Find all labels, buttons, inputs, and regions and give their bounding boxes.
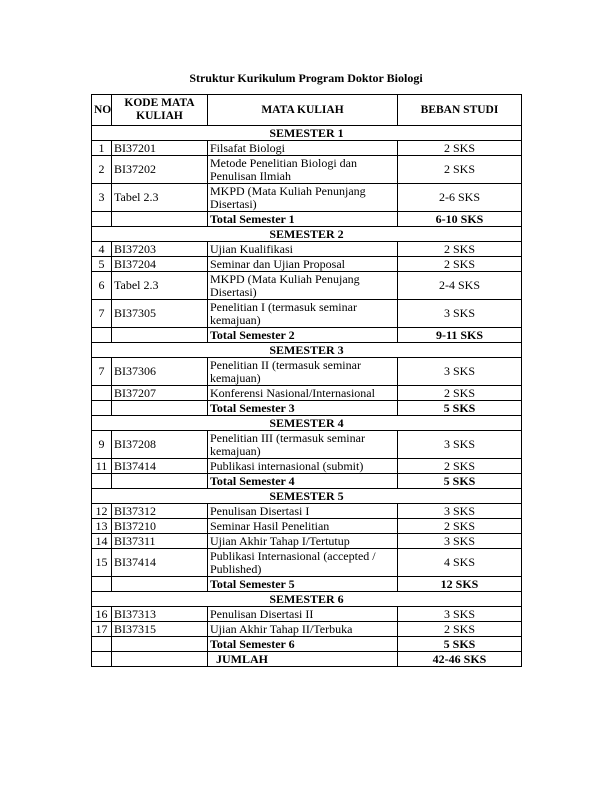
course-credits: 4 SKS	[398, 549, 522, 577]
semester-row	[92, 343, 522, 358]
table-header-row	[92, 95, 522, 126]
grand-total-row	[92, 652, 522, 667]
course-no: 4	[92, 242, 112, 257]
course-code: BI37210	[112, 519, 208, 534]
semester-total-label: Total Semester 4	[208, 474, 398, 489]
course-name: Penelitian II (termasuk seminar kemajuan)	[208, 358, 398, 386]
course-credits: 2 SKS	[398, 386, 522, 401]
table-row	[92, 431, 522, 459]
course-credits: 2 SKS	[398, 519, 522, 534]
course-no: 3	[92, 184, 112, 212]
table-row	[92, 549, 522, 577]
course-no: 15	[92, 549, 112, 577]
empty-cell	[92, 474, 112, 489]
course-name: Penelitian III (termasuk seminar kemajuan)	[208, 431, 398, 459]
semester-total-label: Total Semester 2	[208, 328, 398, 343]
table-row	[92, 272, 522, 300]
course-credits: 2 SKS	[398, 141, 522, 156]
semester-total-value: 5 SKS	[398, 637, 522, 652]
course-no: 13	[92, 519, 112, 534]
semester-label: SEMESTER 4	[92, 416, 522, 431]
table-row	[92, 534, 522, 549]
table-row	[92, 459, 522, 474]
table-row	[92, 386, 522, 401]
course-code: BI37201	[112, 141, 208, 156]
course-name: Seminar dan Ujian Proposal	[208, 257, 398, 272]
course-no: 2	[92, 156, 112, 184]
table-row	[92, 358, 522, 386]
course-no: 11	[92, 459, 112, 474]
semester-total-row	[92, 637, 522, 652]
table-row	[92, 257, 522, 272]
semester-total-label: Total Semester 5	[208, 577, 398, 592]
header-beban-studi: BEBAN STUDI	[398, 95, 522, 126]
course-code: BI37204	[112, 257, 208, 272]
empty-cell	[112, 212, 208, 227]
semester-total-value: 9-11 SKS	[398, 328, 522, 343]
empty-cell	[112, 652, 208, 667]
course-code: BI37306	[112, 358, 208, 386]
empty-cell	[112, 474, 208, 489]
curriculum-table	[91, 94, 522, 667]
course-credits: 2 SKS	[398, 459, 522, 474]
semester-total-row	[92, 212, 522, 227]
course-code: Tabel 2.3	[112, 184, 208, 212]
course-no	[92, 386, 112, 401]
semester-label: SEMESTER 6	[92, 592, 522, 607]
semester-label: SEMESTER 5	[92, 489, 522, 504]
course-code: BI37203	[112, 242, 208, 257]
course-credits: 2 SKS	[398, 622, 522, 637]
course-code: BI37208	[112, 431, 208, 459]
course-code: BI37305	[112, 300, 208, 328]
empty-cell	[92, 637, 112, 652]
semester-total-label: Total Semester 6	[208, 637, 398, 652]
course-no: 16	[92, 607, 112, 622]
semester-row	[92, 227, 522, 242]
semester-total-row	[92, 328, 522, 343]
semester-row	[92, 489, 522, 504]
course-name: Penulisan Disertasi II	[208, 607, 398, 622]
table-row	[92, 607, 522, 622]
semester-label: SEMESTER 3	[92, 343, 522, 358]
header-no: NO	[92, 95, 112, 126]
course-credits: 3 SKS	[398, 607, 522, 622]
empty-cell	[112, 401, 208, 416]
grand-total-value: 42-46 SKS	[398, 652, 522, 667]
course-no: 5	[92, 257, 112, 272]
semester-total-value: 5 SKS	[398, 474, 522, 489]
course-code: BI37414	[112, 549, 208, 577]
empty-cell	[92, 577, 112, 592]
course-credits: 2-4 SKS	[398, 272, 522, 300]
semester-total-value: 6-10 SKS	[398, 212, 522, 227]
empty-cell	[92, 652, 112, 667]
course-code: BI37311	[112, 534, 208, 549]
course-name: Publikasi internasional (submit)	[208, 459, 398, 474]
page-title: Struktur Kurikulum Program Doktor Biologi	[189, 71, 423, 85]
header-mata-kuliah: MATA KULIAH	[208, 95, 398, 126]
semester-label: SEMESTER 2	[92, 227, 522, 242]
course-code: BI37315	[112, 622, 208, 637]
course-no: 7	[92, 300, 112, 328]
empty-cell	[92, 401, 112, 416]
course-code: BI37312	[112, 504, 208, 519]
course-name: MKPD (Mata Kuliah Penujang Disertasi)	[208, 272, 398, 300]
empty-cell	[112, 577, 208, 592]
course-credits: 3 SKS	[398, 358, 522, 386]
course-name: Seminar Hasil Penelitian	[208, 519, 398, 534]
course-credits: 2 SKS	[398, 242, 522, 257]
semester-label: SEMESTER 1	[92, 126, 522, 141]
table-body	[92, 126, 522, 667]
semester-total-value: 5 SKS	[398, 401, 522, 416]
course-name: Publikasi Internasional (accepted / Published)	[208, 549, 398, 577]
header-kode: KODE MATA KULIAH	[112, 95, 208, 126]
course-name: Filsafat Biologi	[208, 141, 398, 156]
semester-total-row	[92, 401, 522, 416]
table-row	[92, 156, 522, 184]
semester-total-row	[92, 577, 522, 592]
grand-total-label: JUMLAH	[208, 652, 398, 667]
semester-total-row	[92, 474, 522, 489]
course-name: Konferensi Nasional/Internasional	[208, 386, 398, 401]
course-credits: 3 SKS	[398, 534, 522, 549]
semester-row	[92, 416, 522, 431]
semester-total-value: 12 SKS	[398, 577, 522, 592]
course-code: BI37313	[112, 607, 208, 622]
course-no: 6	[92, 272, 112, 300]
course-code: BI37202	[112, 156, 208, 184]
table-row	[92, 300, 522, 328]
course-no: 7	[92, 358, 112, 386]
table-row	[92, 141, 522, 156]
course-no: 9	[92, 431, 112, 459]
course-credits: 3 SKS	[398, 504, 522, 519]
course-credits: 2-6 SKS	[398, 184, 522, 212]
course-credits: 2 SKS	[398, 156, 522, 184]
course-code: BI37207	[112, 386, 208, 401]
course-name: Ujian Akhir Tahap II/Terbuka	[208, 622, 398, 637]
course-code: Tabel 2.3	[112, 272, 208, 300]
course-no: 14	[92, 534, 112, 549]
course-no: 17	[92, 622, 112, 637]
table-row	[92, 242, 522, 257]
course-name: Ujian Akhir Tahap I/Tertutup	[208, 534, 398, 549]
empty-cell	[92, 328, 112, 343]
semester-total-label: Total Semester 3	[208, 401, 398, 416]
course-credits: 2 SKS	[398, 257, 522, 272]
course-name: Metode Penelitian Biologi dan Penulisan Ilmiah	[208, 156, 398, 184]
course-credits: 3 SKS	[398, 431, 522, 459]
empty-cell	[112, 637, 208, 652]
course-name: Ujian Kualifikasi	[208, 242, 398, 257]
empty-cell	[112, 328, 208, 343]
course-name: Penelitian I (termasuk seminar kemajuan)	[208, 300, 398, 328]
course-name: MKPD (Mata Kuliah Penunjang Disertasi)	[208, 184, 398, 212]
semester-total-label: Total Semester 1	[208, 212, 398, 227]
course-name: Penulisan Disertasi I	[208, 504, 398, 519]
course-credits: 3 SKS	[398, 300, 522, 328]
table-row	[92, 622, 522, 637]
semester-row	[92, 126, 522, 141]
semester-row	[92, 592, 522, 607]
table-row	[92, 519, 522, 534]
course-no: 12	[92, 504, 112, 519]
course-no: 1	[92, 141, 112, 156]
empty-cell	[92, 212, 112, 227]
course-code: BI37414	[112, 459, 208, 474]
table-row	[92, 184, 522, 212]
table-row	[92, 504, 522, 519]
